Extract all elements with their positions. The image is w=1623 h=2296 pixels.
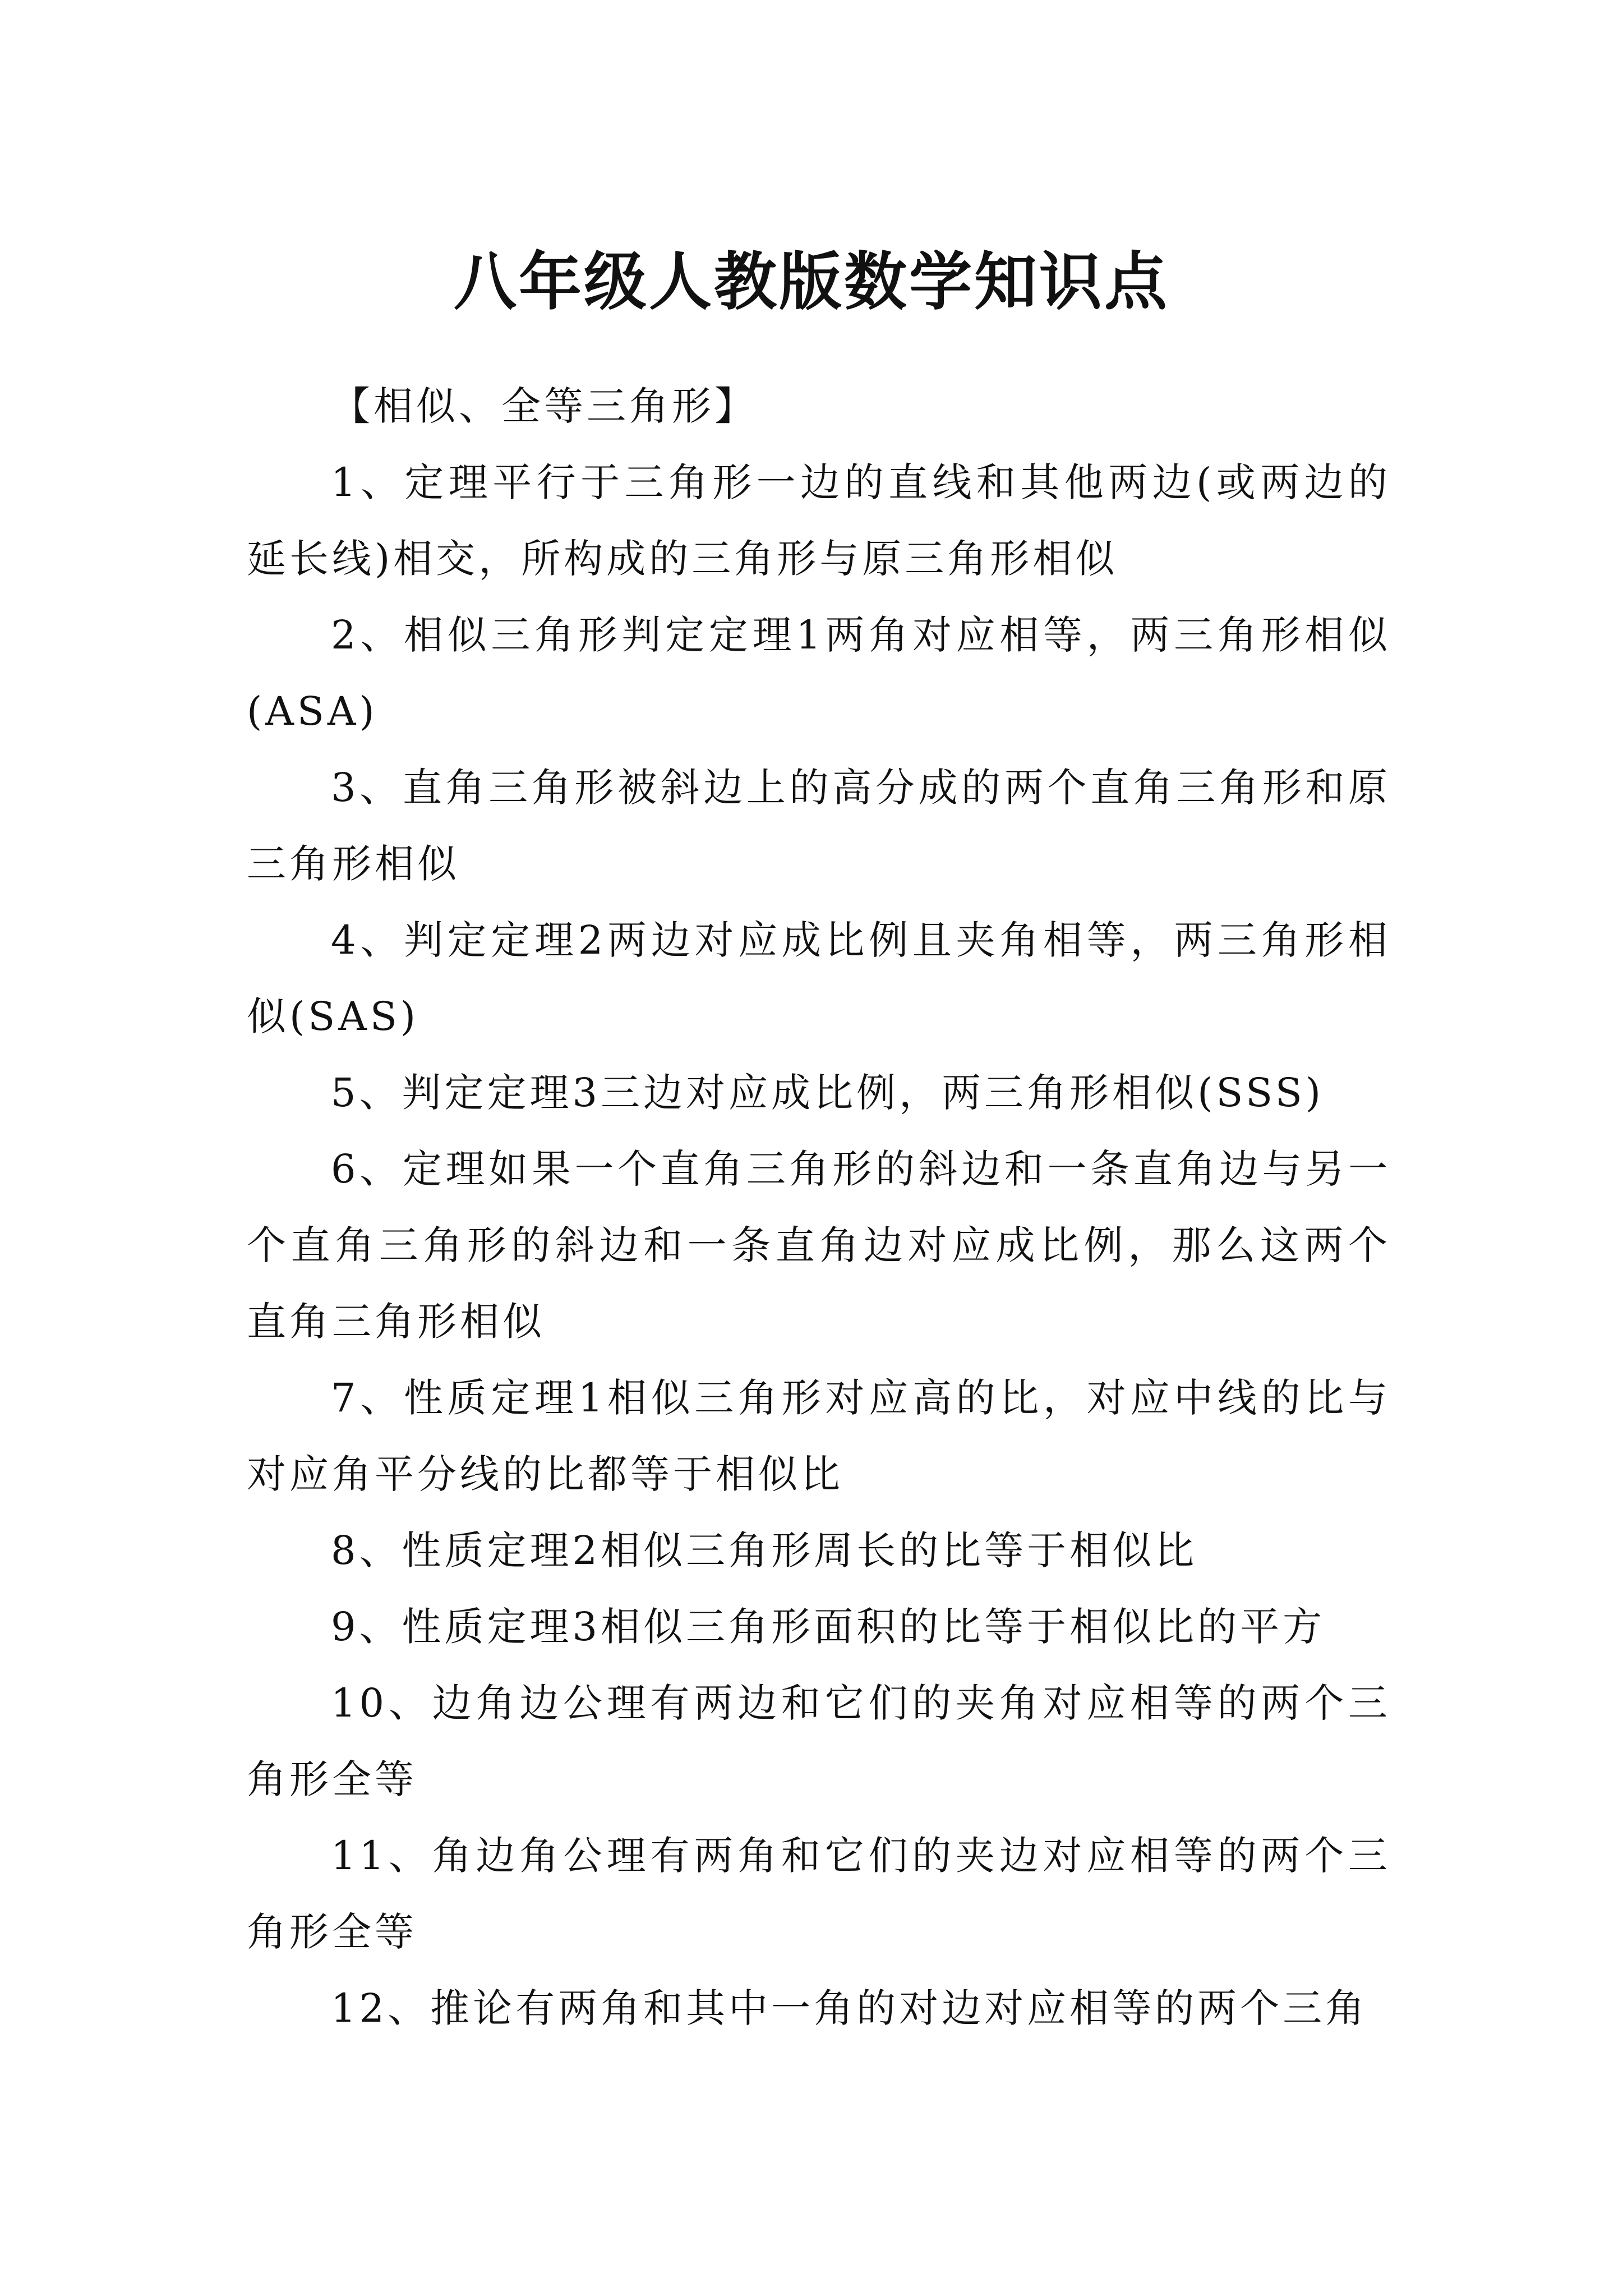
list-item: 2、相似三角形判定定理1两角对应相等，两三角形相似(ASA)	[247, 612, 1391, 734]
document-title: 八年级人教版数学知识点	[454, 245, 1169, 319]
list-item: 11、角边角公理有两角和它们的夹边对应相等的两个三角形全等	[247, 1833, 1391, 1955]
list-item: 8、性质定理2相似三角形周长的比等于相似比	[331, 1527, 1198, 1573]
list-item: 4、判定定理2两边对应成比例且夹角相等，两三角形相似(SAS)	[247, 917, 1391, 1039]
list-item: 12、推论有两角和其中一角的对边对应相等的两个三角	[331, 1985, 1368, 2031]
list-item: 7、性质定理1相似三角形对应高的比，对应中线的比与对应角平分线的比都等于相似比	[247, 1375, 1391, 1497]
list-item: 9、性质定理3相似三角形面积的比等于相似比的平方	[331, 1604, 1326, 1650]
section-heading: 【相似、全等三角形】	[331, 383, 757, 429]
list-item: 3、直角三角形被斜边上的高分成的两个直角三角形和原三角形相似	[247, 765, 1391, 887]
document-body	[247, 368, 1391, 2046]
list-item: 5、判定定理3三边对应成比例，两三角形相似(SSS)	[331, 1070, 1325, 1116]
list-item: 6、定理如果一个直角三角形的斜边和一条直角边与另一个直角三角形的斜边和一条直角边对应成比例，那么这两个直角三角形相似	[247, 1146, 1391, 1345]
list-item: 1、定理平行于三角形一边的直线和其他两边(或两边的延长线)相交，所构成的三角形与原三角形相似	[247, 459, 1391, 582]
list-item: 10、边角边公理有两边和它们的夹角对应相等的两个三角形全等	[247, 1680, 1391, 1802]
